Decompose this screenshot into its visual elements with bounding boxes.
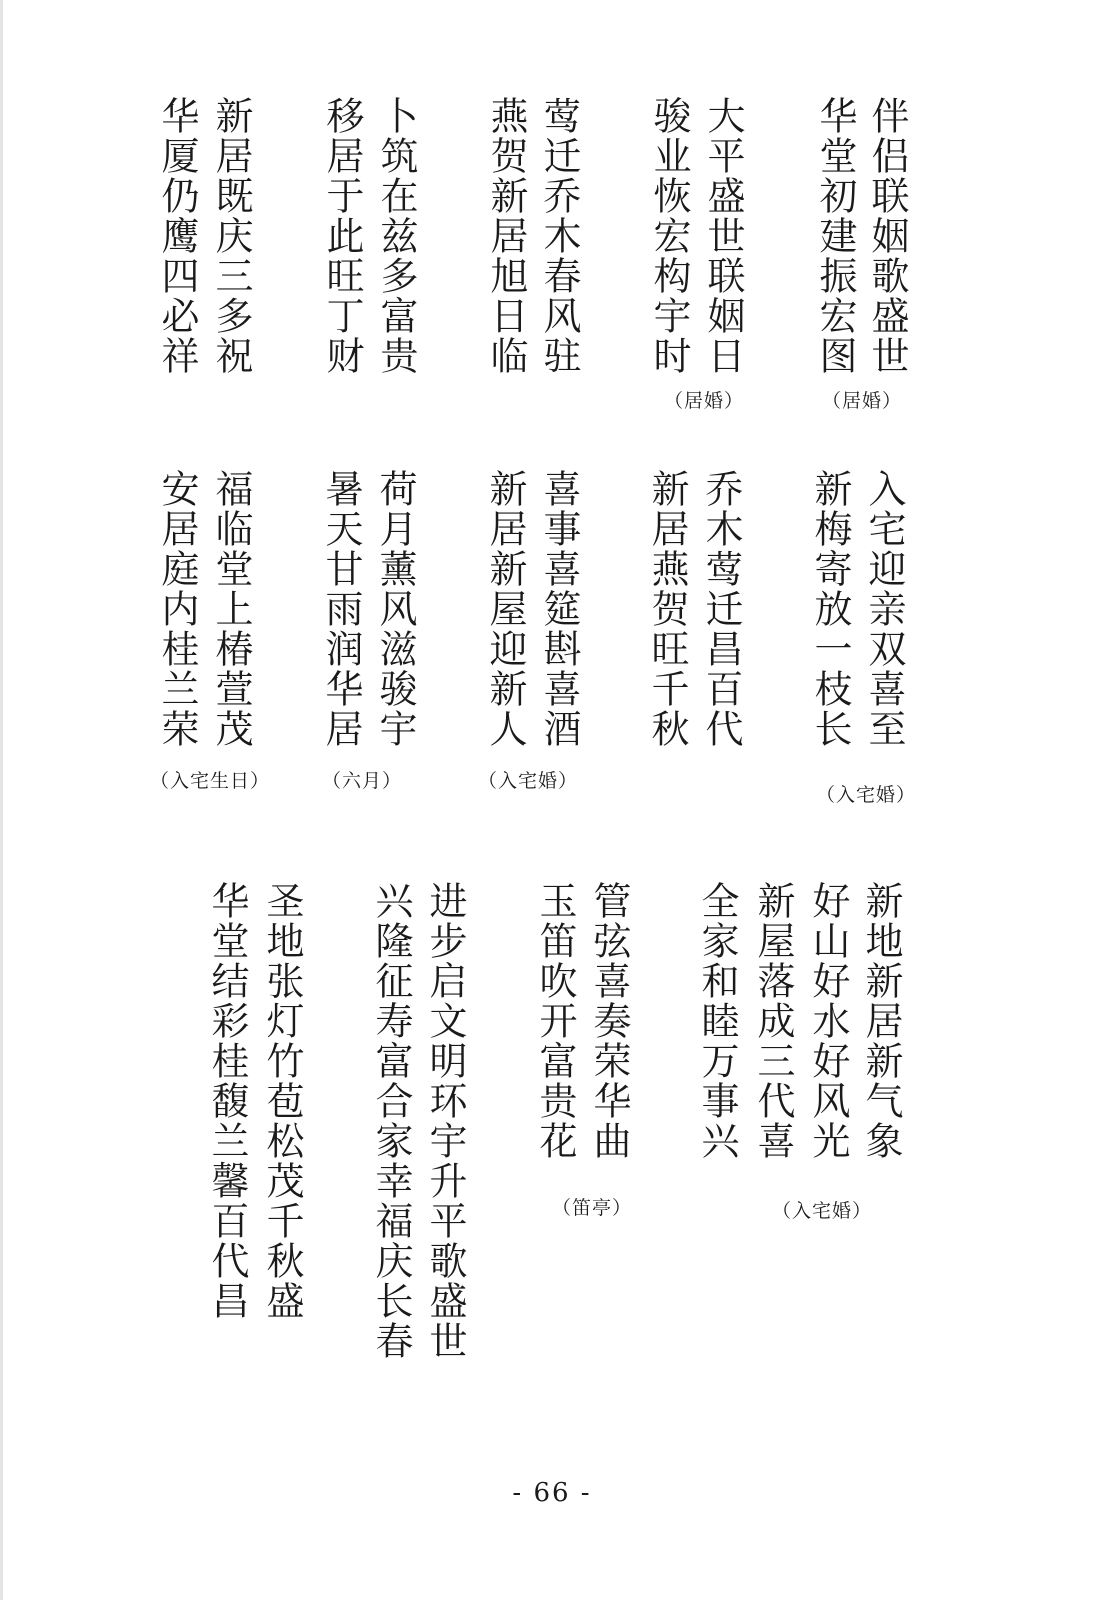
couplet-13-first-line: 管弦喜奏荣华曲 [587,881,631,1161]
couplet-7-second-line: 新居燕贺旺千秋 [645,469,689,749]
couplet-2-first-line: 大平盛世联姻日 [701,96,745,376]
couplet-13-second-line: 玉笛吹开富贵花 [533,881,577,1161]
couplet-10-note: （入宅生日） [150,770,271,792]
couplet-1-note: （居婚） [822,390,903,412]
couplet-5-first-line: 新居既庆三多祝 [209,96,253,376]
couplet-11-second-line: 好山好水好风光 [806,881,850,1161]
couplet-2-second-line: 骏业恢宏构宇时 [647,96,691,376]
couplet-2-note: （居婚） [664,390,745,412]
couplet-9-note: （六月） [322,770,403,792]
couplet-4-second-line: 移居于此旺丁财 [320,96,364,376]
couplet-15-second-line: 华堂结彩桂馥兰馨百代昌 [205,881,249,1321]
couplet-7-first-line: 乔木莺迁昌百代 [699,469,743,749]
couplet-1-first-line: 伴侣联姻歌盛世 [865,96,909,376]
couplet-12-second-line: 全家和睦万事兴 [695,881,739,1161]
couplet-9-first-line: 荷月薰风滋骏宇 [373,469,417,749]
couplet-1-second-line: 华堂初建振宏图 [813,96,857,376]
couplet-11-first-line: 新地新居新气象 [859,881,903,1161]
couplet-10-second-line: 安居庭内桂兰荣 [155,469,199,749]
couplet-12-first-line: 新屋落成三代喜 [751,881,795,1161]
couplet-10-first-line: 福临堂上椿萱茂 [209,469,253,749]
couplet-8-note: （入宅婚） [478,770,579,792]
couplet-6-second-line: 新梅寄放一枝长 [808,469,852,749]
couplet-4-first-line: 卜筑在兹多富贵 [374,96,418,376]
couplet-3-first-line: 莺迁乔木春风驻 [537,96,581,376]
page-number: - 66 - [512,1478,592,1508]
couplet-14-second-line: 兴隆征寿富合家幸福庆长春 [369,881,413,1361]
couplet-15-first-line: 圣地张灯竹苞松茂千秋盛 [260,881,304,1321]
couplet-8-second-line: 新居新屋迎新人 [483,469,527,749]
couplet-6-first-line: 入宅迎亲双喜至 [862,469,906,749]
couplet-8-first-line: 喜事喜筵斟喜酒 [537,469,581,749]
couplet-6-note: （入宅婚） [816,784,917,806]
couplet-12-note: （入宅婚） [772,1200,873,1222]
couplet-5-second-line: 华厦仍鹰四必祥 [155,96,199,376]
couplet-3-second-line: 燕贺新居旭日临 [484,96,528,376]
couplet-13-note: （笛亭） [552,1197,633,1219]
couplet-9-second-line: 暑天甘雨润华居 [319,469,363,749]
couplet-14-first-line: 进步启文明环宇升平歌盛世 [423,881,467,1361]
